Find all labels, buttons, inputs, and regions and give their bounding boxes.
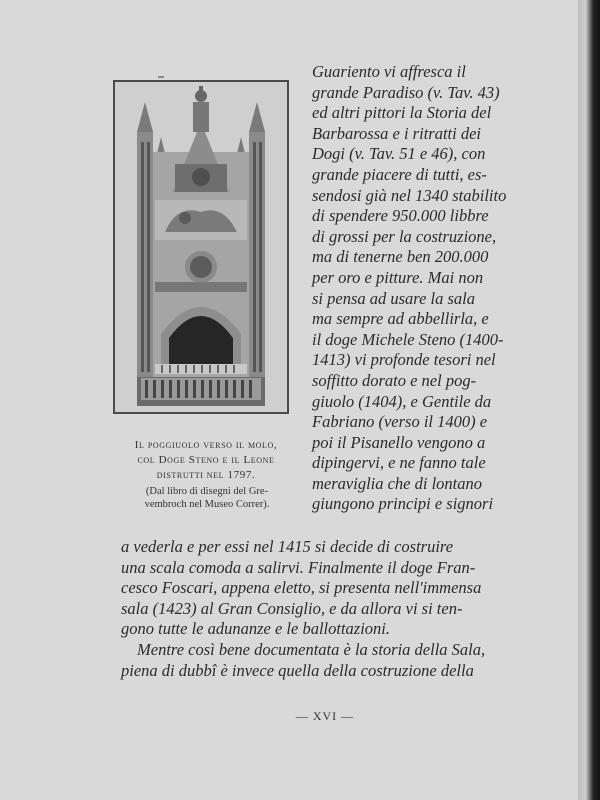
- text-line: piena di dubbî è invece quella della costruzione della: [121, 660, 474, 680]
- figure-caption: [108, 438, 304, 483]
- caption-line: distrutti nel 1797.: [156, 469, 256, 481]
- text-line: Dogi (v. Tav. 51 e 46), con: [312, 144, 486, 164]
- text-line: giungono principi e signori: [312, 494, 494, 514]
- book-binding-shadow: [578, 0, 600, 800]
- text-line: meraviglia che di lontano: [312, 473, 483, 493]
- text-line: 1413) vi profonde tesori nel: [312, 350, 496, 370]
- text-line: per oro e pitture. Mai non: [312, 267, 484, 287]
- text-line: dipingervi, e ne fanno tale: [312, 453, 486, 473]
- page-number: — XVI —: [295, 709, 355, 723]
- text-line: ma sempre ad abbellirla, e: [312, 309, 489, 329]
- text-line: Guariento vi affresca il: [312, 62, 466, 81]
- caption-line: col Doge Steno e il Leone: [137, 454, 275, 466]
- text-line: il doge Michele Steno (1400-: [312, 329, 504, 349]
- text-line: si pensa ad usare la sala: [312, 288, 476, 308]
- note-line: vembroch nel Museo Correr).: [144, 499, 270, 510]
- text-line: ma di tenerne ben 200.000: [312, 247, 489, 267]
- text-line: gono tutte le adunanze e le ballottazioni.: [121, 619, 391, 639]
- text-line: grande piacere di tutti, es-: [312, 164, 487, 184]
- text-line: Barbarossa e i ritratti dei: [312, 123, 481, 143]
- balcony-illustration: [113, 80, 289, 414]
- text-line: Mentre così bene documentata è la storia della Sala,: [137, 640, 486, 659]
- right-column-text: [312, 62, 534, 515]
- text-line: poi il Pisanello vengono a: [312, 432, 486, 452]
- text-line: di grossi per la costruzione,: [312, 226, 497, 246]
- gothic-balcony-drawing: [115, 82, 287, 412]
- caption-line: Il poggiuolo verso il molo,: [134, 439, 278, 451]
- text-line: soffitto dorato e nel pog-: [312, 370, 477, 390]
- text-line: cesco Foscari, appena eletto, si presenta nell'immensa: [121, 578, 482, 598]
- text-line: di spendere 950.000 libbre: [312, 206, 489, 226]
- note-line: (Dal libro di disegni del Gre-: [145, 486, 269, 497]
- paragraph-two: [121, 640, 533, 681]
- text-line: grande Paradiso (v. Tav. 43): [312, 82, 500, 102]
- text-line: sala (1423) al Gran Consiglio, e da allora vi si ten-: [121, 598, 463, 618]
- print-mark: [158, 76, 164, 78]
- figure-source-note: [112, 485, 302, 511]
- text-line: Fabriano (verso il 1400) e: [312, 412, 488, 432]
- text-line: una scala comoda a salirvi. Finalmente il doge Fran-: [121, 557, 476, 577]
- text-line: a vederla e per essi nel 1415 si decide di costruire: [121, 537, 454, 556]
- text-line: giuolo (1404), e Gentile da: [312, 391, 492, 411]
- text-line: ed altri pittori la Storia del: [312, 103, 492, 123]
- full-width-text: [121, 537, 533, 640]
- text-line: sendosi già nel 1340 stabilito: [312, 185, 507, 205]
